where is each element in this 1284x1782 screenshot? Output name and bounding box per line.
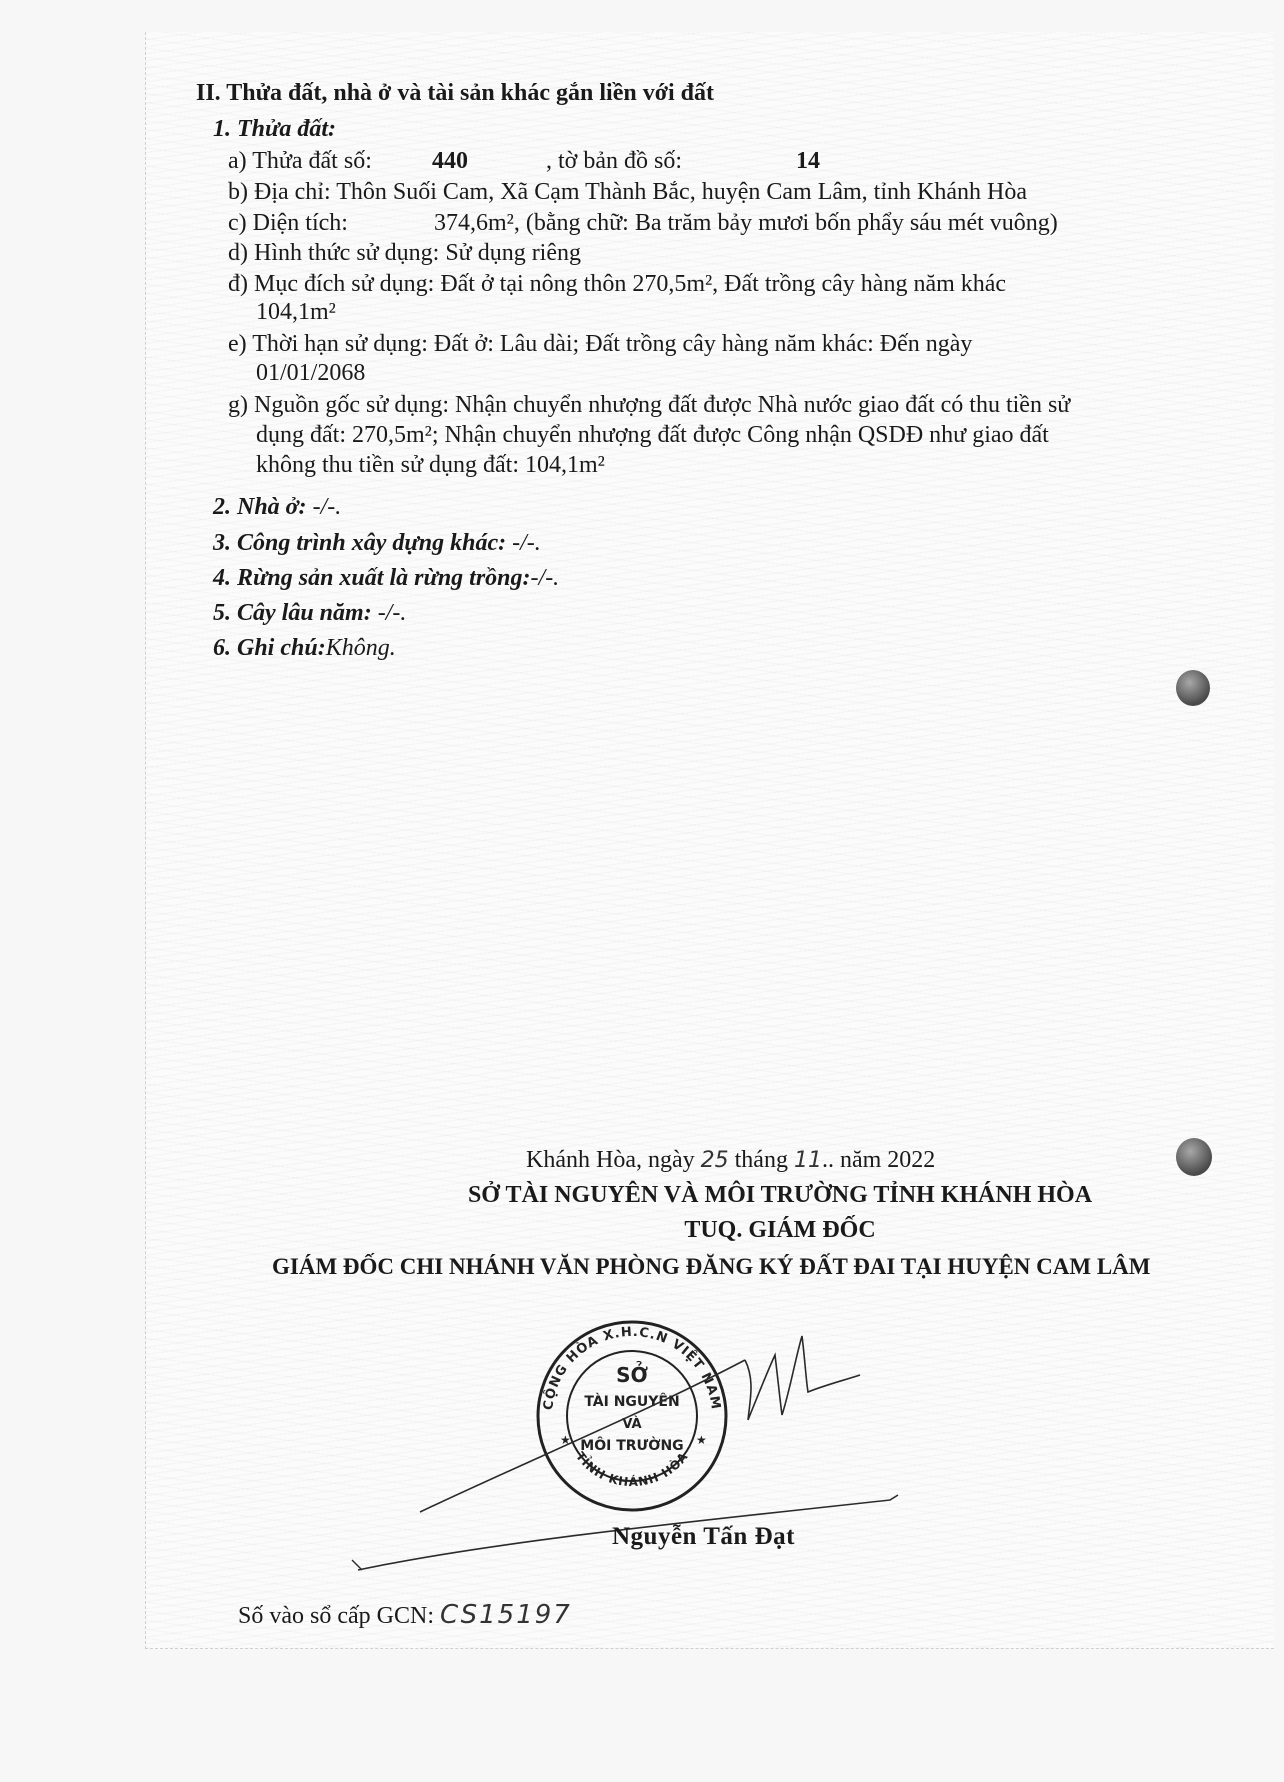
usage-term-line1: e) Thời hạn sử dụng: Đất ở: Lâu dài; Đất trồng cây hàng năm khác: Đến ngày xyxy=(228,331,973,357)
registry-value: CS15197 xyxy=(439,1600,572,1630)
item-forest xyxy=(213,563,559,593)
stamp-center-3: VÀ xyxy=(622,1417,642,1432)
signature-stroke-main xyxy=(420,1336,860,1512)
punch-hole-top xyxy=(1176,670,1210,706)
place-date: Khánh Hòa, ngày 25 tháng 11.. năm 2022 xyxy=(526,1147,936,1173)
item-other-construction-value: -/-. xyxy=(506,530,541,556)
stamp-ring-bottom: TỈNH KHÁNH HÒA xyxy=(573,1449,691,1490)
item-forest-label: 4. Rừng sản xuất là rừng trồng: xyxy=(213,565,531,591)
tuq-title: TUQ. GIÁM ĐỐC xyxy=(684,1217,876,1243)
usage-term-line2: 01/01/2068 xyxy=(256,360,366,386)
registry-label: Số vào sổ cấp GCN: xyxy=(238,1603,434,1629)
parcel-address: b) Địa chỉ: Thôn Suối Cam, Xã Cạm Thành Bắc, huyện Cam Lâm, tỉnh Khánh Hòa xyxy=(228,179,1027,205)
month-label: tháng xyxy=(734,1147,788,1173)
signer-title: GIÁM ĐỐC CHI NHÁNH VĂN PHÒNG ĐĂNG KÝ ĐẤT ĐAI TẠI HUYỆN CAM LÂM xyxy=(272,1254,1151,1279)
item-house-value: -/-. xyxy=(306,494,342,520)
usage-origin-line2: dụng đất: 270,5m²; Nhận chuyển nhượng đất được Công nhận QSDĐ như giao đất xyxy=(256,422,1049,448)
item-note-value: Không. xyxy=(325,635,396,661)
parcel-heading: 1. Thửa đất: xyxy=(213,116,337,142)
parcel-area-value: 374,6m², (bằng chữ: Ba trăm bảy mươi bốn phẩy sáu mét vuông) xyxy=(434,210,1058,236)
item-note-label: 6. Ghi chú: xyxy=(213,635,326,661)
punch-hole-bottom xyxy=(1176,1138,1212,1176)
parcel-area-label: c) Diện tích: xyxy=(228,210,348,236)
item-note xyxy=(213,633,396,663)
stamp-star-right-icon: ★ xyxy=(696,1433,707,1447)
signature-stroke-tick xyxy=(352,1560,362,1570)
usage-origin-line3: không thu tiền sử dụng đất: 104,1m² xyxy=(256,452,605,478)
item-other-construction xyxy=(213,528,541,558)
stamp-star-left-icon: ★ xyxy=(560,1433,571,1447)
parcel-number-label: a) Thửa đất số: xyxy=(228,148,372,174)
item-perennial-label: 5. Cây lâu năm: xyxy=(213,600,372,626)
stamp-center-4: MÔI TRƯỜNG xyxy=(580,1438,684,1454)
item-perennial xyxy=(213,598,406,628)
item-other-construction-label: 3. Công trình xây dựng khác: xyxy=(213,530,507,556)
map-sheet-label: , tờ bản đồ số: xyxy=(546,148,683,174)
section-heading: II. Thửa đất, nhà ở và tài sản khác gắn liền với đất xyxy=(196,80,715,106)
place-date-prefix: Khánh Hòa, ngày xyxy=(526,1147,695,1173)
usage-purpose-line1: đ) Mục đích sử dụng: Đất ở tại nông thôn 270,5m², Đất trồng cây hàng năm khác xyxy=(228,271,1007,297)
stamp-center-1: SỞ xyxy=(616,1363,648,1387)
usage-purpose-line2: 104,1m² xyxy=(256,299,336,325)
item-house-label: 2. Nhà ở: xyxy=(213,494,307,520)
item-house xyxy=(213,492,341,522)
item-forest-value: -/-. xyxy=(530,565,560,591)
usage-origin-line1: g) Nguồn gốc sử dụng: Nhận chuyển nhượng đất được Nhà nước giao đất có thu tiền sử xyxy=(228,392,1071,418)
usage-form: d) Hình thức sử dụng: Sử dụng riêng xyxy=(228,240,582,266)
stamp-ring-top: CỘNG HÒA X.H.C.N VIỆT NAM xyxy=(541,1324,723,1412)
signer-name: Nguyễn Tấn Đạt xyxy=(612,1523,795,1550)
stamp-center-2: TÀI NGUYÊN xyxy=(584,1394,680,1410)
registry-line xyxy=(238,1600,572,1631)
parcel-number-value: 440 xyxy=(432,148,468,174)
org-name: SỞ TÀI NGUYÊN VÀ MÔI TRƯỜNG TỈNH KHÁNH HÒA xyxy=(467,1182,1093,1208)
sign-day: 25 xyxy=(700,1148,729,1173)
item-perennial-value: -/-. xyxy=(371,600,407,626)
sign-year: năm 2022 xyxy=(839,1147,936,1173)
sign-month: 11 xyxy=(793,1148,822,1173)
map-sheet-value: 14 xyxy=(796,148,820,174)
